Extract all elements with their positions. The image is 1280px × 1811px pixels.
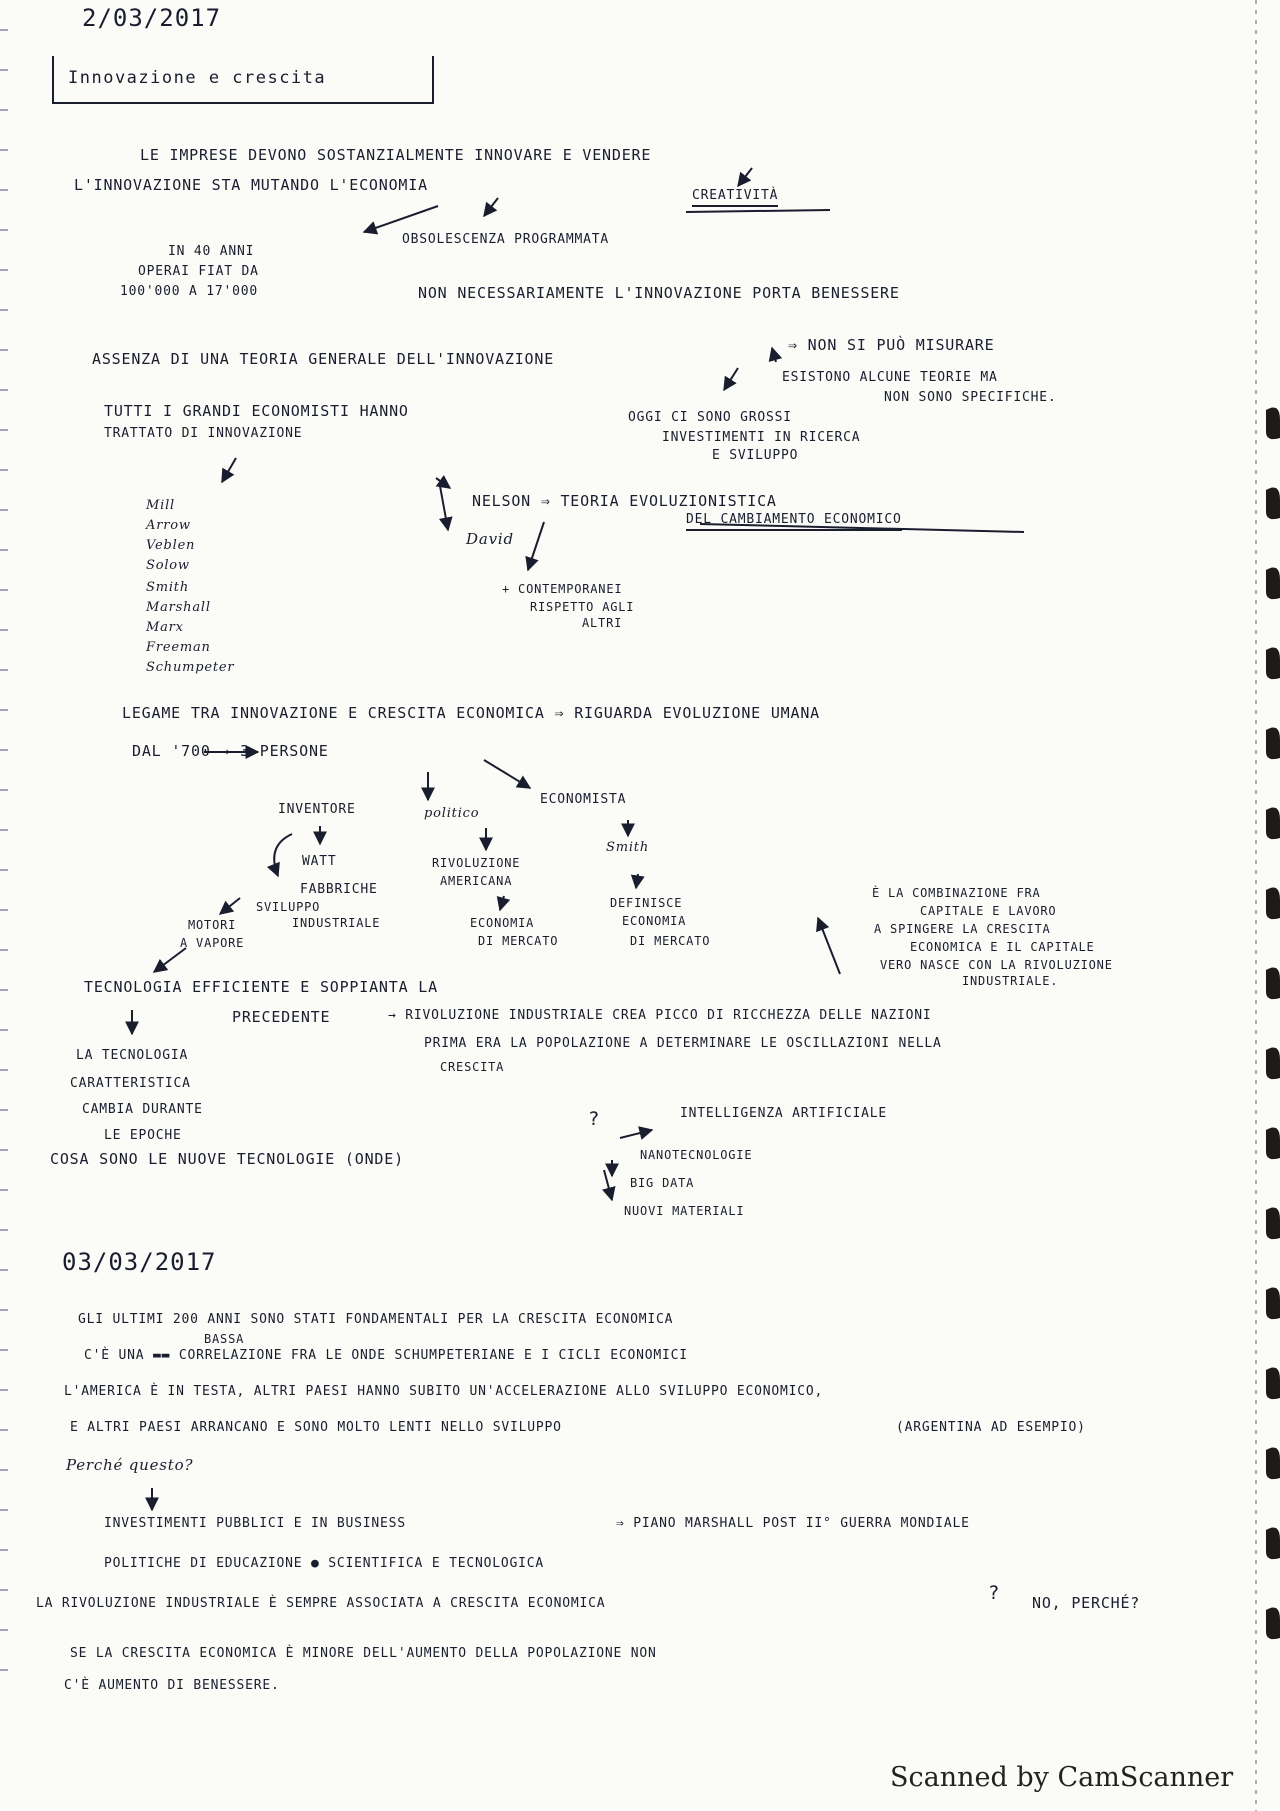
note-tec-b: CARATTERISTICA bbox=[70, 1076, 191, 1091]
note-rivoluzione-a: RIVOLUZIONE bbox=[432, 856, 521, 870]
note-economia-merc-b: DI MERCATO bbox=[478, 934, 559, 948]
note-definisce-a: DEFINISCE bbox=[610, 896, 683, 910]
note-assenza: ASSENZA DI UNA TEORIA GENERALE DELL'INNOVAZIONE bbox=[92, 350, 555, 368]
note-bigdata: BIG DATA bbox=[630, 1176, 695, 1190]
note-benessere: NON NECESSARIAMENTE L'INNOVAZIONE PORTA BENESSERE bbox=[418, 284, 900, 302]
date-first: 2/03/2017 bbox=[82, 4, 222, 32]
note-tecnologia-eff: TECNOLOGIA EFFICIENTE E SOPPIANTA LA bbox=[84, 978, 438, 996]
note-prima-b: CRESCITA bbox=[440, 1060, 505, 1074]
note-esistono-a: ESISTONO ALCUNE TEORIE MA bbox=[782, 370, 998, 385]
note-tec-a: LA TECNOLOGIA bbox=[76, 1048, 189, 1063]
note-combinazione-f: INDUSTRIALE. bbox=[962, 974, 1059, 988]
note-tec-d: LE EPOCHE bbox=[104, 1128, 182, 1143]
note-dal: DAL '700 → 3 PERSONE bbox=[132, 742, 329, 760]
economist-5: Marshall bbox=[146, 600, 211, 615]
economist-8: Schumpeter bbox=[146, 660, 235, 675]
note-inventore: INVENTORE bbox=[278, 802, 356, 817]
spiral-binding bbox=[1250, 0, 1280, 1811]
note-definisce-b: ECONOMIA bbox=[622, 914, 687, 928]
note-perche: Perché questo? bbox=[66, 1456, 194, 1474]
note-rivoluzione-industriale: → RIVOLUZIONE INDUSTRIALE CREA PICCO DI RICCHEZZA DELLE NAZIONI bbox=[388, 1008, 932, 1023]
note-no-perche: NO, PERCHÉ? bbox=[1032, 1594, 1141, 1612]
note-combinazione-d: ECONOMICA E IL CAPITALE bbox=[910, 940, 1095, 954]
note-materiali: NUOVI MATERIALI bbox=[624, 1204, 745, 1218]
note-politiche: POLITICHE DI EDUCAZIONE ● SCIENTIFICA E TECNOLOGICA bbox=[104, 1556, 544, 1571]
note-creativita: CREATIVITÀ bbox=[692, 188, 778, 207]
economist-6: Marx bbox=[146, 620, 184, 635]
note-cosa: COSA SONO LE NUOVE TECNOLOGIE (ONDE) bbox=[50, 1150, 404, 1168]
note-contemporanei-c: ALTRI bbox=[582, 616, 623, 630]
note-ultimi: GLI ULTIMI 200 ANNI SONO STATI FONDAMENTALI PER LA CRESCITA ECONOMICA bbox=[78, 1312, 674, 1327]
note-nano: NANOTECNOLOGIE bbox=[640, 1148, 753, 1162]
page-title-text: Innovazione e crescita bbox=[68, 68, 327, 88]
note-politico: politico bbox=[424, 806, 480, 821]
note-question-mark-2: ? bbox=[988, 1582, 1001, 1604]
note-david: David bbox=[466, 530, 514, 548]
economist-0: Mill bbox=[146, 498, 175, 513]
economist-4: Smith bbox=[146, 580, 189, 595]
note-economista: ECONOMISTA bbox=[540, 792, 627, 807]
note-bassa: BASSA bbox=[204, 1332, 245, 1346]
note-imprese: LE IMPRESE DEVONO SOSTANZIALMENTE INNOVARE E VENDERE bbox=[140, 146, 652, 164]
note-fabbriche-b: SVILUPPO bbox=[256, 900, 321, 914]
note-smith: Smith bbox=[606, 840, 649, 855]
note-combinazione-a: È LA COMBINAZIONE FRA bbox=[872, 886, 1041, 900]
note-combinazione-c: A SPINGERE LA CRESCITA bbox=[874, 922, 1051, 936]
note-fiat-a: IN 40 ANNI bbox=[168, 244, 255, 259]
page-title bbox=[52, 56, 434, 104]
note-combinazione-b: CAPITALE E LAVORO bbox=[920, 904, 1057, 918]
note-arrancano: E ALTRI PAESI ARRANCANO E SONO MOLTO LENTI NELLO SVILUPPO bbox=[70, 1420, 562, 1435]
note-obsolescenza: OBSOLESCENZA PROGRAMMATA bbox=[402, 232, 610, 247]
note-watt: WATT bbox=[302, 854, 337, 869]
note-definisce-c: DI MERCATO bbox=[630, 934, 711, 948]
note-oggi-c: E SVILUPPO bbox=[712, 448, 799, 463]
note-correlazione: C'È UNA ▬▬ CORRELAZIONE FRA LE ONDE SCHUMPETERIANE E I CICLI ECONOMICI bbox=[84, 1348, 688, 1363]
note-nelson: NELSON ⇒ TEORIA EVOLUZIONISTICA bbox=[472, 492, 777, 510]
note-economia: L'INNOVAZIONE STA MUTANDO L'ECONOMIA bbox=[74, 176, 428, 194]
note-argentina: (ARGENTINA AD ESEMPIO) bbox=[896, 1420, 1086, 1435]
note-non-misurare: ⇒ NON SI PUÒ MISURARE bbox=[788, 336, 995, 354]
note-question-mark: ? bbox=[588, 1108, 601, 1130]
note-tutti-b: TRATTATO DI INNOVAZIONE bbox=[104, 426, 303, 441]
note-ai: INTELLIGENZA ARTIFICIALE bbox=[680, 1106, 888, 1121]
note-fabbriche-c: INDUSTRIALE bbox=[292, 916, 381, 930]
note-motori-a: MOTORI bbox=[188, 918, 237, 932]
note-investimenti: INVESTIMENTI PUBBLICI E IN BUSINESS bbox=[104, 1516, 406, 1531]
note-esistono-b: NON SONO SPECIFICHE. bbox=[884, 390, 1057, 405]
note-economia-merc-a: ECONOMIA bbox=[470, 916, 535, 930]
note-contemporanei-a: + CONTEMPORANEI bbox=[502, 582, 623, 596]
note-oggi-b: INVESTIMENTI IN RICERCA bbox=[662, 430, 861, 445]
economist-2: Veblen bbox=[146, 538, 196, 553]
economist-1: Arrow bbox=[146, 518, 191, 533]
note-prima-a: PRIMA ERA LA POPOLAZIONE A DETERMINARE LE OSCILLAZIONI NELLA bbox=[424, 1036, 942, 1051]
note-nelson-b: DEL CAMBIAMENTO ECONOMICO bbox=[686, 512, 902, 531]
note-oggi-a: OGGI CI SONO GROSSI bbox=[628, 410, 792, 425]
note-combinazione-e: VERO NASCE CON LA RIVOLUZIONE bbox=[880, 958, 1113, 972]
note-precedente: PRECEDENTE bbox=[232, 1008, 331, 1026]
note-fabbriche-a: FABBRICHE bbox=[300, 882, 378, 897]
scanner-watermark: Scanned by CamScanner bbox=[890, 1762, 1234, 1793]
note-tec-c: CAMBIA DURANTE bbox=[82, 1102, 203, 1117]
note-fiat-b: OPERAI FIAT DA bbox=[138, 264, 259, 279]
left-margin-ticks bbox=[0, 0, 12, 1811]
note-rivoluzione-b: AMERICANA bbox=[440, 874, 513, 888]
note-america: L'AMERICA È IN TESTA, ALTRI PAESI HANNO SUBITO UN'ACCELERAZIONE ALLO SVILUPPO ECONOMICO, bbox=[64, 1384, 824, 1399]
note-se: SE LA CRESCITA ECONOMICA È MINORE DELL'AUMENTO DELLA POPOLAZIONE NON bbox=[70, 1646, 657, 1661]
note-contemporanei-b: RISPETTO AGLI bbox=[530, 600, 635, 614]
economist-7: Freeman bbox=[146, 640, 211, 655]
note-marshall: ⇒ PIANO MARSHALL POST II° GUERRA MONDIALE bbox=[616, 1516, 970, 1531]
note-fiat-c: 100'000 A 17'000 bbox=[120, 284, 259, 299]
note-tutti-a: TUTTI I GRANDI ECONOMISTI HANNO bbox=[104, 402, 409, 420]
note-motori-b: A VAPORE bbox=[180, 936, 245, 950]
note-la-rivoluzione: LA RIVOLUZIONE INDUSTRIALE È SEMPRE ASSOCIATA A CRESCITA ECONOMICA bbox=[36, 1596, 606, 1611]
date-second: 03/03/2017 bbox=[62, 1248, 217, 1276]
note-cema: C'È AUMENTO DI BENESSERE. bbox=[64, 1678, 280, 1693]
note-legame: LEGAME TRA INNOVAZIONE E CRESCITA ECONOMICA ⇒ RIGUARDA EVOLUZIONE UMANA bbox=[122, 704, 820, 722]
economist-3: Solow bbox=[146, 558, 190, 573]
